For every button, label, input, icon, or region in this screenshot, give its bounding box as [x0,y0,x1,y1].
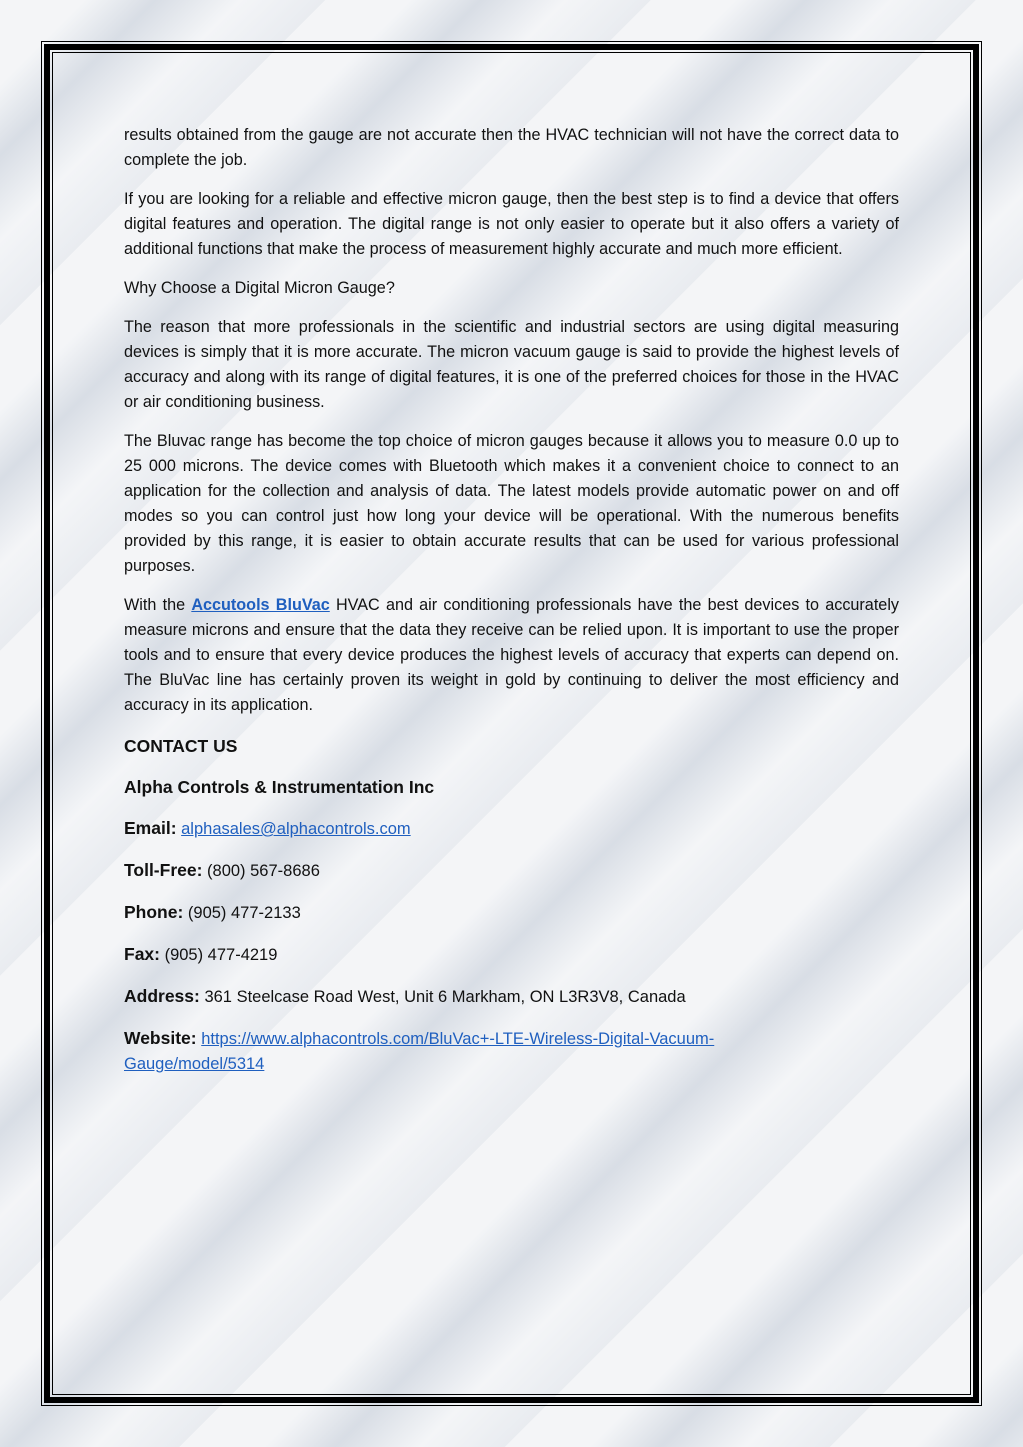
fax-line [124,942,899,968]
fax-label: Fax: [124,944,160,964]
contact-heading: CONTACT US [124,736,238,756]
email-label: Email: [124,818,177,838]
website-link-line2: Gauge/model/5314 [124,1055,265,1073]
phone-value: (905) 477-2133 [187,904,301,922]
website-line [124,1026,899,1077]
paragraph-professionals: The reason that more professionals in the scientific and industrial sectors are using digital measuring devices is simply that it is more accurate. The micron vacuum gauge is said to provide the highest levels of accuracy and along with its range of digital features, it is one of the preferred choices for those in the HVAC or air conditioning business. [124,318,899,411]
tollfree-label: Toll-Free: [124,860,203,880]
website-label: Website: [124,1028,197,1048]
paragraph-digital-gauge: If you are looking for a reliable and effective micron gauge, then the best step is to find a device that offers digital features and operation. The digital range is not only easier to operate but it also offers a variety of additional functions that make the process of measurement highly accurate and much more efficient. [124,190,899,258]
email-line [124,816,899,842]
paragraph-accutools-rest: HVAC and air conditioning professionals have the best devices to accurately measure microns and ensure that the data they receive can be relied upon. It is important to use the proper tools and to ensure that every device produces the highest levels of accuracy that experts can depend on. The BluVac line has certainly proven its weight in gold by continuing to deliver the most efficiency and accuracy in its application. [124,596,900,714]
section-subheading: Why Choose a Digital Micron Gauge? [124,279,395,297]
phone-line [124,900,899,926]
address-value: 361 Steelcase Road West, Unit 6 Markham, ON L3R3V8, Canada [204,988,686,1006]
tollfree-line [124,858,899,884]
paragraph-bluvac-range: The Bluvac range has become the top choice of micron gauges because it allows you to measure 0.0 up to 25 000 microns. The device comes with Bluetooth which makes it a convenient choice to connect to an application for the collection and analysis of data. The latest models provide automatic power on and off modes so you can control just how long your device will be operational. With the numerous benefits provided by this range, it is easier to obtain accurate results that can be used for various professional purposes. [124,432,899,575]
website-link[interactable] [124,1030,714,1073]
website-link-line1: https://www.alphacontrols.com/BluVac+-LTE-Wireless-Digital-Vacuum- [201,1030,715,1048]
document-body [124,123,899,1093]
tollfree-value: (800) 567-8686 [207,862,320,880]
phone-label: Phone: [124,902,184,922]
paragraph-gauge-accuracy: results obtained from the gauge are not accurate then the HVAC technician will not have the correct data to complete the job. [124,126,899,169]
paragraph-accutools-intro: With the [124,596,192,614]
address-line [124,984,899,1010]
address-label: Address: [124,986,200,1006]
company-name: Alpha Controls & Instrumentation Inc [124,777,435,797]
accutools-bluvac-link[interactable]: Accutools BluVac [191,596,330,614]
fax-value: (905) 477-4219 [164,946,278,964]
paragraph-accutools [124,593,899,718]
email-link[interactable]: alphasales@alphacontrols.com [181,820,411,838]
